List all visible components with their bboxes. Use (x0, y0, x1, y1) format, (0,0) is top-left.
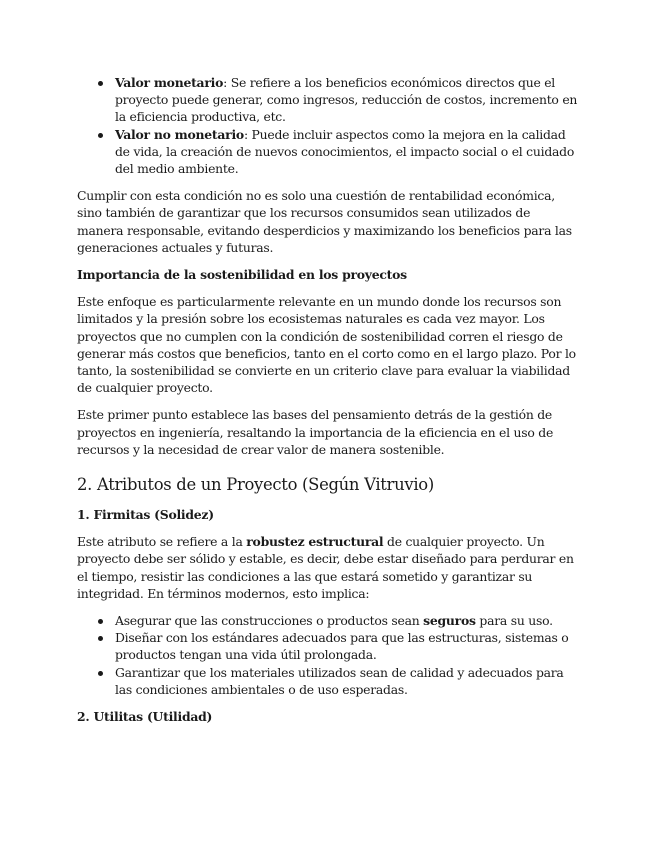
list-item (115, 74, 579, 126)
value-types-list (77, 74, 579, 177)
bold-term: seguros (423, 613, 476, 629)
text-run: para su uso. (475, 613, 553, 629)
list-item: Diseñar con los estándares adecuados para que las estructuras, sistemas o productos tengan una vida útil prolongada. (115, 629, 579, 663)
bullet-label: Valor monetario (115, 75, 224, 90)
subheading: 1. Firmitas (Solidez) (77, 507, 214, 523)
firmitas-list (77, 612, 579, 698)
text-run: de cualquier proyecto. Un proyecto debe ser sólido y estable, es decir, debe estar diseñado para perdurar en el tiempo, resistir las condiciones a las que estará sometido y garantizar su integridad. En términos modernos, esto implica: (77, 534, 574, 601)
list-item: Garantizar que los materiales utilizados sean de calidad y adecuados para las condiciones ambientales o de uso esperadas. (115, 664, 579, 698)
paragraph: Este primer punto establece las bases del pensamiento detrás de la gestión de proyectos en ingeniería, resaltando la importancia de la eficiencia en el uso de recursos y la necesidad de crear valor de manera sostenible. (77, 407, 554, 457)
section-heading: 2. Atributos de un Proyecto (Según Vitruvio) (77, 475, 434, 495)
text-run: Este atributo se refiere a la (77, 534, 247, 550)
paragraph: Cumplir con esta condición no es solo una cuestión de rentabilidad económica, sino también de garantizar que los recursos consumidos sean utilizados de manera responsable, evitando desperdicios y maximizando los beneficios para las generaciones actuales y futuras. (77, 188, 572, 255)
bullet-label: Valor no monetario (115, 126, 244, 142)
text-run: Asegurar que las construcciones o productos sean (115, 613, 424, 629)
list-item (115, 612, 579, 629)
bullet-text: : Se refiere a los beneficios económicos directos que el proyecto puede generar, como ingresos, reducción de costos, incremento en la eficiencia productiva, etc. (115, 75, 578, 125)
paragraph (77, 533, 579, 602)
subheading: 2. Utilitas (Utilidad) (77, 709, 213, 725)
paragraph: Este enfoque es particularmente relevante en un mundo donde los recursos son limitados y la presión sobre los ecosistemas naturales es cada vez mayor. Los proyectos que no cumplen con la condición de sostenibilidad corren el riesgo de generar más costos que beneficios, tanto en el corto como en el largo plazo. Por lo tanto, la sostenibilidad se convierte en un criterio clave para evaluar la viabilidad de cualquier proyecto. (77, 294, 576, 396)
list-item (115, 126, 579, 178)
bold-term: robustez estructural (246, 534, 384, 550)
subheading: Importancia de la sostenibilidad en los proyectos (77, 267, 407, 283)
bullet-text: : Puede incluir aspectos como la mejora en la calidad de vida, la creación de nuevos conocimientos, el impacto social o el cuidado del medio ambiente. (115, 126, 575, 177)
